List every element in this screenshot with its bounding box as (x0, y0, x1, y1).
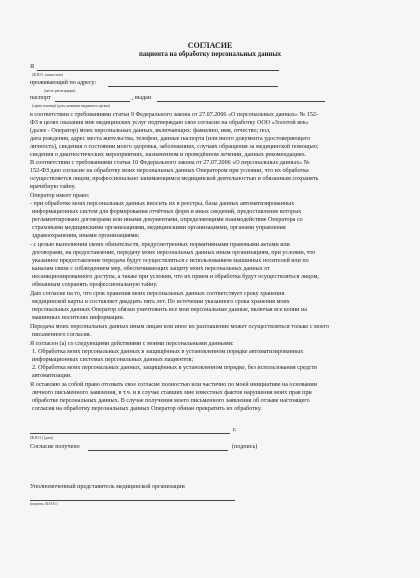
body-line: Я оставляю за собой право отозвать свое согласие полностью или частично по моей инициативе на основании (30, 382, 317, 388)
passport-number-line[interactable] (55, 101, 130, 102)
body-line: - при обработке моих персональных данных вносить их в реестры, базы данных автоматизированных (30, 201, 295, 207)
body-line: (далее - Оператор) моих персональных данных, включающих: фамилию, имя, отчество; пол, (30, 128, 271, 134)
body-line: В соответствии с требованиями статьи 10 Федерального закона от 27.07.2006 «О персональных данных» № (30, 160, 310, 166)
passport-field-hint: (серия и номер) (дата, название выдавшего органа) (32, 104, 111, 108)
body-line: указанное предоставление передача будут осуществляться с использованием машинных носителей или по (32, 258, 309, 264)
body-line: 2. Обработка моих персональных данных, защищённых в установленном порядке, без использования средств (32, 365, 317, 371)
body-line: информационных систем для формирования отчётных форм и иных сведений, предоставление которых (32, 209, 302, 215)
body-line: 152-ФЗ даю согласие на обработку моих персональных данных Оператором при условии, что их обработка (30, 168, 309, 174)
address-field-line[interactable] (108, 86, 278, 87)
address-field-hint: (место регистрации) (44, 89, 76, 93)
body-line: дата рождения, адрес места жительства, телефон, данные паспорта (или иного документа удостоверяющего (30, 136, 311, 142)
body-line: информационных системах персональных данных пациентов; (32, 357, 194, 363)
body-line: несанкционированного доступа, а также при условии, что их прием и обработка будут осуществляться лицом, (32, 274, 319, 280)
body-line: каналам связи с соблюдением мер, обеспечивающих защиту моих персональных данных от (32, 266, 270, 272)
document-subtitle: пациента на обработку персональных данных (138, 51, 282, 58)
body-line: персональных данных Оператор обязан уничтожить все мои персональные данные, включая все копии на (32, 307, 307, 313)
body-line: письменного согласия. (32, 332, 92, 338)
body-line: медицинской карты и составляет двадцать пять лет. По истечении указанного срока хранения моих (32, 299, 290, 305)
body-line: страховыми медицинскими организациями, медицинскими организациями, органами управления (32, 225, 286, 231)
body-line: Даю согласие на то, что срок хранения моих персональных данных соответствует сроку хранения (30, 291, 285, 297)
issued-label: , выдан (132, 95, 152, 101)
body-line: договорами, на предоставление, передачу моих персональных данных иным организациям, при условии, что (32, 250, 316, 256)
name-field-hint: (Ф.И.О. полностью) (32, 73, 63, 77)
body-line: Я согласен (а) со следующими действиями с моими персональными данными: (30, 341, 234, 347)
body-line: осуществляется лицом, профессионально занимающимся медицинской деятельностью и обязанным сохранять (30, 176, 319, 182)
passport-label: паспорт (30, 95, 51, 101)
document-title: СОГЛАСИЕ (187, 41, 233, 50)
representative-label: Уполномоченный представитель медицинской организации (30, 484, 185, 490)
body-line: Оператор имеет право: (30, 193, 90, 199)
body-line: - с целью выполнения своих обязательств, предусмотренных нормативными правовыми актами или (30, 242, 290, 248)
body-line: Передача моих персональных данных иным лицам или иное их разглашение может осуществляться только с моего (30, 324, 330, 330)
name-field-line[interactable] (37, 70, 279, 71)
representative-signature-line[interactable] (30, 500, 235, 501)
body-line: машинных носителях информации. (32, 315, 125, 321)
body-line: здравоохранения, иными организациями; (32, 233, 140, 239)
body-line: автоматизации. (32, 373, 72, 379)
body-line: согласия на обработку персональных данных Оператор обязан прекратить их обработку. (32, 406, 262, 412)
address-label: проживающий по адресу: (30, 80, 97, 86)
year-suffix: г. (233, 427, 237, 433)
body-line: сведения о диагностических мероприятиях, назначенном и проведённом лечении, данных рекомендациях. (30, 152, 307, 158)
passport-issuer-line[interactable] (157, 101, 325, 102)
body-line: регламентировано договорами или иными документами, определяющими взаимодействие Оператора со (32, 217, 303, 223)
body-line: врачебную тайну. (30, 184, 76, 190)
consent-received-line[interactable] (88, 450, 228, 451)
body-line: обработке персональных данных. В случае получения моего письменного заявления об отзыве настоящего (32, 398, 310, 404)
representative-hint: (подпись, Ф.И.О.) (30, 502, 58, 506)
signature-date-line[interactable] (30, 433, 230, 434)
body-line: ФЗ в целях оказания мне медицинских услуг подтверждаю свое согласие на обработку ООО «Золотой век» (30, 120, 309, 126)
consent-received-label: Согласие получено (30, 444, 80, 450)
body-line: 1. Обработка моих персональных данных в защищённых в установленном порядке автоматизированных (32, 349, 304, 355)
body-line: обязанным сохранять профессиональную тайну. (32, 282, 158, 288)
signature-date-hint: (Ф.И.О.) (дата) (30, 436, 53, 440)
name-prefix: Я (30, 64, 35, 70)
signature-label: (подпись) (232, 444, 258, 450)
body-line: личность), сведения о состоянии моего здоровья, заболеваниях, случаях обращения за медицинской помощью; (30, 144, 319, 150)
body-line: в соответствии с требованиями статьи 9 Федерального закона от 27.07.2006 «О персональных данных» № 152- (30, 112, 319, 118)
body-line: личного письменного заявления, в т.ч. и в случае ставших мне известных фактов нарушения моих прав при (32, 390, 312, 396)
